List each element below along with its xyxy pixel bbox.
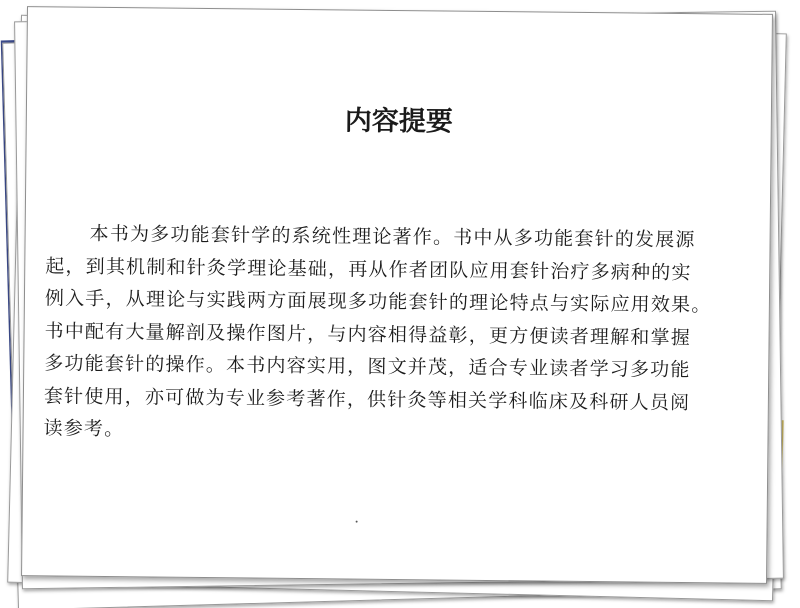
document-page (21, 6, 773, 584)
page-title: 内容提要 (344, 105, 453, 138)
paragraph-line: 读参考。 (43, 417, 125, 441)
paragraph-line: 书中配有大量解剖及操作图片，与内容相得益彰，更方便读者理解和掌握 (44, 319, 692, 349)
paragraph-line: 起，到其机制和针灸学理论基础，再从作者团队应用套针治疗多病种的实 (45, 254, 692, 284)
paragraph-line: 多功能套针的操作。本书内容实用，图文并茂，适合专业读者学习多功能 (44, 352, 691, 382)
paragraph-line: 本书为多功能套针学的系统性理论著作。书中从多功能套针的发展源 (89, 222, 696, 252)
paragraph-line: 例入手，从理论与实践两方面展现多功能套针的理论特点与实际应用效果。 (44, 287, 712, 317)
summary-paragraph (43, 217, 745, 452)
paragraph-line: 套针使用，亦可做为专业参考著作，供针灸等相关学科临床及科研人员阅 (43, 384, 691, 414)
print-speck (356, 521, 358, 523)
